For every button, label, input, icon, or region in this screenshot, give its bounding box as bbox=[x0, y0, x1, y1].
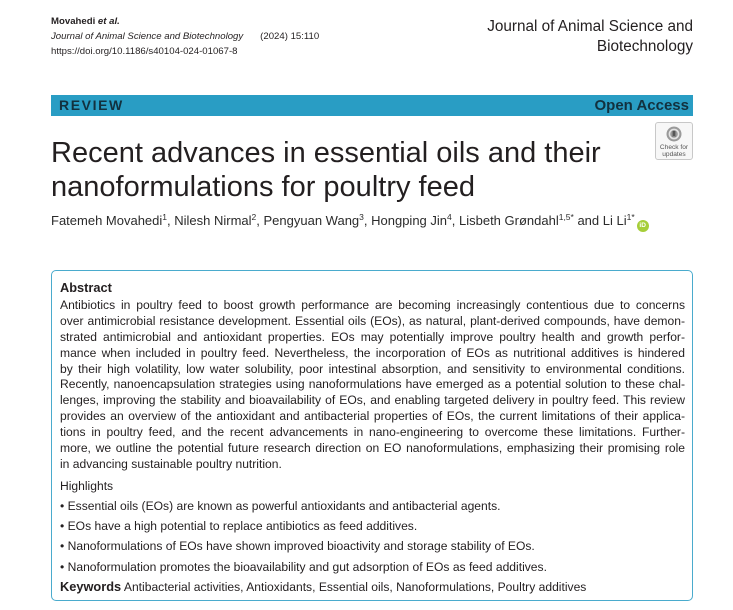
abstract-line: by their high volatility, low water solubility, poor intestinal absorption, and sensitivity to environmental conditions. bbox=[60, 361, 685, 376]
author-separator: , bbox=[451, 213, 459, 228]
bullet-icon: • bbox=[60, 539, 65, 554]
keywords-text: Antibacterial activities, Antioxidants, Essential oils, Nanoformulations, Poultry additives bbox=[123, 579, 587, 594]
abstract-line: provides an overview of the antioxidant and antibacterial properties of EOs, the current limitations of their applica- bbox=[60, 409, 685, 424]
keywords-label: Keywords bbox=[60, 578, 122, 594]
affiliation-marker: 2 bbox=[251, 212, 257, 222]
open-access-label: Open Access bbox=[594, 97, 689, 114]
abstract-line: Recently, nanoencapsulation strategies using nanoformulations have emerged as a potential solution to these chal- bbox=[60, 377, 685, 392]
abstract-line: strated antimicrobial and antioxidant properties. EOs may potentially improve poultry health and growth perfor- bbox=[60, 329, 685, 344]
author-separator: , bbox=[256, 213, 264, 228]
volume-info: (2024) 15:110 bbox=[260, 31, 320, 42]
article-title bbox=[51, 136, 601, 204]
author-separator: and bbox=[573, 213, 603, 228]
highlight-text: Essential oils (EOs) are known as powerful antioxidants and antibacterial agents. bbox=[67, 498, 501, 513]
abstract-box bbox=[51, 270, 693, 601]
author-name: Fatemeh Movahedi bbox=[51, 213, 163, 228]
abstract-line: Antibiotics in poultry feed to boost growth performance are becoming increasingly contentious due to concerns bbox=[60, 298, 685, 312]
journal-name-line-2: Biotechnology bbox=[596, 38, 693, 55]
highlights-heading: Highlights bbox=[60, 478, 114, 493]
abstract-line: more, we outline the potential future research direction on EO nanoformulations, emphasizing their promising role bbox=[60, 441, 685, 456]
journal-citation-name: Journal of Animal Science and Biotechnology bbox=[51, 31, 244, 42]
journal-citation bbox=[51, 29, 319, 44]
author-name: Hongping Jin bbox=[371, 213, 448, 228]
abstract-paragraph bbox=[60, 298, 685, 473]
abstract-heading: Abstract bbox=[60, 280, 112, 295]
et-al: et al. bbox=[97, 16, 120, 27]
bullet-icon: • bbox=[60, 498, 65, 513]
title-line-2: nanoformulations for poultry feed bbox=[51, 171, 475, 203]
highlight-item bbox=[60, 557, 685, 577]
keywords-line bbox=[60, 577, 685, 596]
highlight-text: EOs have a high potential to replace antibiotics as feed additives. bbox=[67, 519, 418, 534]
highlights-list bbox=[60, 496, 685, 577]
highlight-text: Nanoformulation promotes the bioavailability and gut adsorption of EOs as feed additives. bbox=[67, 559, 547, 574]
journal-name-line-1: Journal of Animal Science and bbox=[487, 18, 693, 35]
check-for-updates-badge[interactable] bbox=[655, 122, 693, 160]
short-citation bbox=[51, 14, 319, 29]
affiliation-marker: 4 bbox=[447, 212, 452, 222]
highlight-item bbox=[60, 536, 685, 556]
abstract-line: tions in poultry feed, and the recent advancements in nano-engineering to overcome these limitations. Further- bbox=[60, 425, 685, 440]
author-separator: , bbox=[363, 213, 372, 228]
check-for-updates-line-1: Check for bbox=[659, 144, 689, 151]
doi-link[interactable]: https://doi.org/10.1186/s40104-024-01067-8 bbox=[51, 46, 238, 57]
abstract-line: mance when included in poultry feed. Nevertheless, the incorporation of EOs as nutritional additives is hindered bbox=[60, 345, 685, 360]
author-name: Nilesh Nirmal bbox=[174, 213, 252, 228]
author-name: Li Li bbox=[602, 213, 627, 228]
author-name: Lisbeth Grøndahl bbox=[458, 213, 559, 228]
affiliation-marker: 3 bbox=[359, 212, 364, 222]
author-separator: , bbox=[167, 213, 175, 228]
highlight-item bbox=[60, 496, 685, 516]
author-name: Pengyuan Wang bbox=[263, 213, 360, 228]
journal-name bbox=[487, 17, 693, 57]
author-list bbox=[51, 212, 649, 232]
abstract-line: lenges, improving the stability and bioavailability of EOs, and enabling targeted delivery in poultry feed. This review bbox=[60, 393, 685, 408]
affiliation-marker: 1,5* bbox=[558, 212, 574, 222]
bullet-icon: • bbox=[60, 559, 65, 574]
first-author: Movahedi bbox=[51, 16, 96, 27]
title-line-1: Recent advances in essential oils and their bbox=[51, 137, 601, 169]
abstract-line: over antimicrobial resistance development. Essential oils (EOs), as natural, plant-derived compounds, have demon- bbox=[60, 313, 685, 328]
bullet-icon: • bbox=[60, 519, 65, 534]
running-header bbox=[51, 14, 319, 59]
affiliation-marker: 1* bbox=[626, 212, 635, 222]
orcid-icon[interactable]: iD bbox=[637, 220, 649, 232]
check-for-updates-icon bbox=[666, 126, 682, 142]
highlight-text: Nanoformulations of EOs have shown improved bioactivity and storage stability of EOs. bbox=[67, 539, 535, 554]
doi-line bbox=[51, 44, 319, 59]
article-type-label: REVIEW bbox=[59, 97, 124, 113]
affiliation-marker: 1 bbox=[162, 212, 168, 222]
check-for-updates-line-2: updates bbox=[662, 151, 686, 159]
highlight-item bbox=[60, 516, 685, 536]
abstract-line: in advancing sustainable poultry nutrition. bbox=[60, 456, 282, 471]
article-type-banner bbox=[51, 95, 693, 116]
